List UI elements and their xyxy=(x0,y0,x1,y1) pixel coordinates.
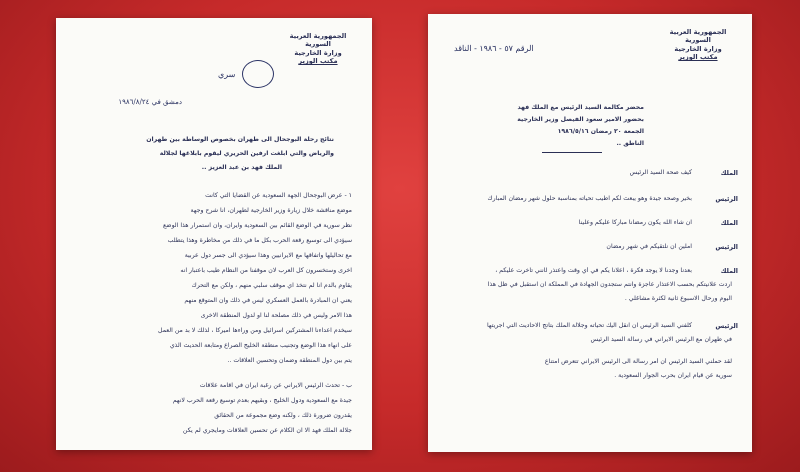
dialogue-line: بخير وصحة جيدة وهو يبعث لكم اطيب تحياته بمناسبة حلول شهر رمضان المبارك xyxy=(487,195,692,202)
paragraph-1-line: يقاوم بالدم انا لم نتخذ اي موقف سلبي منهم ، ولكن مع التحرك xyxy=(191,282,352,289)
dialogue-line: آملين ان نلتقيكم في شهر رمضان xyxy=(606,243,692,250)
classification-label: سري xyxy=(218,70,236,79)
dialogue-line: اردت علانيتكم بحسب الاعتذار عاجزة وانتم ستجدون الجهادة في المملكة ان استقبل في ظل هذا xyxy=(487,281,732,288)
letterhead-line: وزارة الخارجية xyxy=(294,48,342,57)
title-line: والرياض والتي ابلغت ارفين الحريري ليقوم بابلاغها لجلالة xyxy=(159,150,334,157)
paragraph-1-line: ١ - عرض البوجحال الجهة السعودية عن القضايا التي كانت xyxy=(205,192,352,199)
letterhead-line: وزارة الخارجية xyxy=(674,44,722,53)
paragraph-1-line: مع تحاليلها واتفاقها مع الايرانيين وهذا سيؤدي الى جسر دول عربية xyxy=(184,252,352,259)
dialogue-line: سورية عن قيام ايران بحرب الجوار السعودية . xyxy=(614,372,732,379)
dialogue-line: اليوم ورحال الاسبوع ثانية لكثرة مشاغلي . xyxy=(624,295,732,302)
letterhead-line: مكتب الوزير xyxy=(678,53,718,62)
dialogue-line: بعدنا وجدنا لا يوجد فكرة ، اعلانا يكم في أي وقت واعتذر لأنني تأخرت عليكم ، xyxy=(495,267,692,274)
paragraph-1-line: اخرى وستخسرون كل العرب لان موقفنا من النظام طيب باعتبار انه xyxy=(180,267,352,274)
intro-line: الجمعة ٢٠ رمضان ١٩٨٦/٥/١٦ xyxy=(557,128,644,135)
paragraph-1-line: نظر سورية في الوضع القائم بين السعودية وايران، وان استمرار هذا الوضع xyxy=(163,222,352,229)
paragraph-1-line: سيخدم اعداءنا المشتركين اسرائيل ومن وراءها اميركا ، لذلك لا بد من العمل xyxy=(158,327,352,334)
title-line: نتائج رحلة البوجحال الى طهران بخصوص الوساطة بين طهران xyxy=(146,136,334,143)
title-line: الملك فهد بن عبد العزيز .. xyxy=(201,164,282,171)
intro-line: الناطق .. xyxy=(616,140,644,147)
paragraph-1-line: على انهاء هذا الوضع وتجنيب منطقة الخليج الصراع ومتابعة الحديث الذي xyxy=(169,342,352,349)
document-page-left xyxy=(56,18,372,450)
document-date: دمشق في ١٩٨٦/٨/٢٤ xyxy=(118,98,182,106)
dialogue-line: كيف صحة السيد الرئيس xyxy=(629,169,692,176)
speaker-label: الملك xyxy=(720,169,738,177)
handwritten-mark-circle xyxy=(242,60,274,88)
dialogue-line: في طهران مع الرئيس الايراني في رسالة السيد الرئيس xyxy=(590,336,732,343)
paragraph-1-line: يتم بين دول المنطقة وضمان وتحسين العلاقات .. xyxy=(227,357,352,364)
paragraph-1-line: موضع مناقشة خلال زيارة وزير الخارجية لطهران، انا شرح وجهة xyxy=(190,207,352,214)
paragraph-1-line: هذا الامر وليس في ذلك مصلحة لنا او لدول المنطقة الاخرى xyxy=(200,312,352,319)
intro-underline xyxy=(542,152,602,153)
paragraph-2-line: جيدة مع السعودية ودول الخليج ، وبقيهم بعدم توسيع رقعة الحرب لانهم xyxy=(172,397,352,404)
speaker-label: الملك xyxy=(720,219,738,227)
letterhead-line: مكتب الوزير xyxy=(298,57,338,66)
speaker-label: الملك xyxy=(720,267,738,275)
letterhead-right xyxy=(658,28,738,62)
speaker-label: الرئيس xyxy=(715,322,738,330)
document-page-right xyxy=(428,14,752,452)
dialogue-line: لقد حملني السيد الرئيس أن أمر رسالة الى الرئيس الايراني تتعرض امتناع xyxy=(544,358,732,365)
intro-line: محضر مكالمة السيد الرئيس مع الملك فهد xyxy=(517,104,644,111)
paragraph-1-line: سيؤدي الى توسيع رقعة الحرب بكل ما في ذلك من مخاطرة وهذا يتطلب xyxy=(167,237,352,244)
speaker-label: الرئيس xyxy=(715,195,738,203)
letterhead-line: الجمهورية العربية السورية xyxy=(669,28,727,45)
dialogue-line: كلفني السيد الرئيس ان انقل اليك تحياته وجلالة الملك بتاتج الاحاديث التي اجريتها xyxy=(487,322,692,329)
paragraph-2-line: يقدرون ضرورة ذلك ، ولكنه وضع مجموعة من الحقائق xyxy=(214,412,352,419)
letterhead-line: الجمهورية العربية السورية xyxy=(289,32,347,49)
reference-number: الرقم ٥٧ - ١٩٨٦ - الناقد xyxy=(454,44,534,53)
paragraph-1-line: يعني ان المبادرة بالعمل العسكري ليس في ذلك وان المتوقع منهم xyxy=(184,297,352,304)
dialogue-line: ان شاء الله يكون رمضانا مباركا عليكم وعلينا xyxy=(578,219,692,226)
paragraph-2-line: ب - تحدث الرئيس الايراني عن رغبة ايران في اقامة علاقات xyxy=(199,382,352,389)
letterhead-left xyxy=(278,32,358,66)
intro-line: بحضور الامير سعود الفيصل وزير الخارجية xyxy=(517,116,644,123)
paragraph-2-line: جلالة الملك فهد الا ان الكلام عن تحسين العلاقات ومايجري لم يكن xyxy=(182,427,352,434)
speaker-label: الرئيس xyxy=(715,243,738,251)
